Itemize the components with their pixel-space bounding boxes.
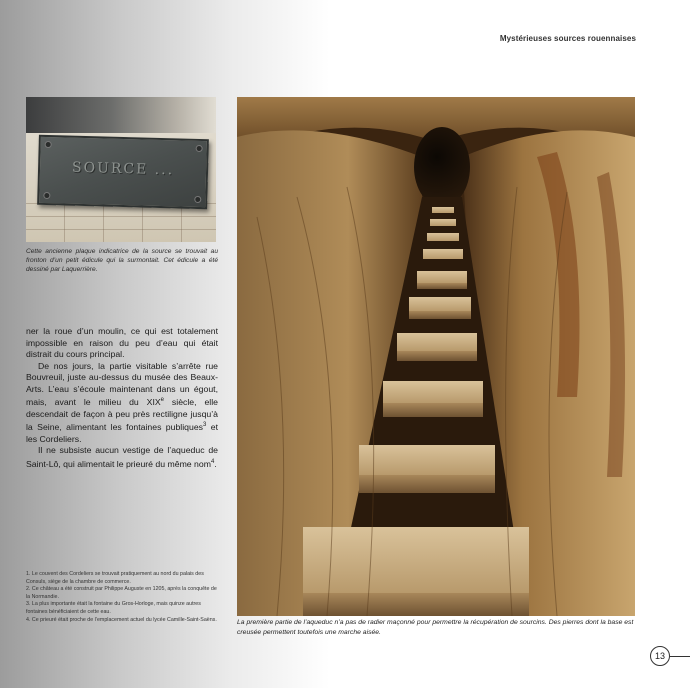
body-text-run: Il ne subsiste aucun vestige de l’aqueduc de Saint-Lô, qui alimentait le prieuré du même nom	[26, 445, 218, 469]
plaque-bolt-icon	[194, 196, 201, 203]
running-head: Mystérieuses sources rouennaises	[499, 34, 636, 43]
plaque-inscription: SOURCE ...	[71, 159, 175, 179]
page-number: 13	[650, 646, 670, 666]
source-plaque	[37, 135, 209, 209]
footnote-ref: 4	[210, 458, 215, 465]
plaque-caption: Cette ancienne plaque indicatrice de la source se trouvait au fronton d’un petit édicule qui la surmontait. Cet édicule a été dessiné par Laquerrière.	[26, 248, 218, 274]
body-paragraph-1: ner la roue d’un moulin, ce qui est totalement impossible en raison du peu d’eau qui était distrait du cours principal.	[26, 326, 218, 360]
wall-shadow	[26, 97, 216, 133]
superscript: e	[160, 397, 165, 404]
footnotes	[26, 571, 220, 624]
aqueduct-caption: La première partie de l’aqueduc n’a pas de radier maçonné pour permettre la récupération de sourcins. Des pierres dont la base est creusée permettent toutefois une marche aisée.	[237, 619, 634, 636]
footnote-4: 4. Ce prieuré était proche de l’emplacement actuel du lycée Camille-Saint-Saëns.	[26, 616, 217, 623]
plaque-bolt-icon	[43, 192, 50, 199]
page-number-rule	[670, 656, 690, 657]
plaque-bolt-icon	[196, 145, 203, 152]
footnote-1: 1. Le couvent des Cordeliers se trouvait pratiquement au nord du palais des Consuls, siège de la chambre de commerce.	[26, 571, 204, 585]
body-paragraph-2	[26, 361, 218, 446]
body-text-run: De nos jours, la partie visitable s’arrête rue Bouvreuil, juste au-dessus du musée des Beaux-Arts. L’eau s’écoule maintenant dans un égout, mais, avant le milieu du XIX	[26, 360, 218, 408]
body-text	[26, 326, 218, 470]
body-text-run: siècle, elle descendait de façon à peu près rectiligne jusqu’à la Seine, alimentant les fontaines publiques	[26, 397, 218, 433]
body-text-run: .	[214, 458, 217, 469]
footnote-3: 3. La plus importante était la fontaine du Gros-Horloge, mais quinze autres fontaines bénéficiaient de cette eau.	[26, 601, 201, 615]
plaque-bolt-icon	[45, 141, 52, 148]
plaque-photo	[26, 97, 216, 242]
body-text-run: et les Cordeliers.	[26, 422, 218, 444]
footnote-ref: 3	[203, 422, 207, 429]
body-paragraph-3	[26, 445, 218, 470]
footnote-2: 2. Ce château a été construit par Philippe Auguste en 1205, après la conquête de la Normandie.	[26, 586, 217, 600]
aqueduct-photo	[237, 97, 635, 616]
aqueduct-illustration	[237, 97, 635, 616]
